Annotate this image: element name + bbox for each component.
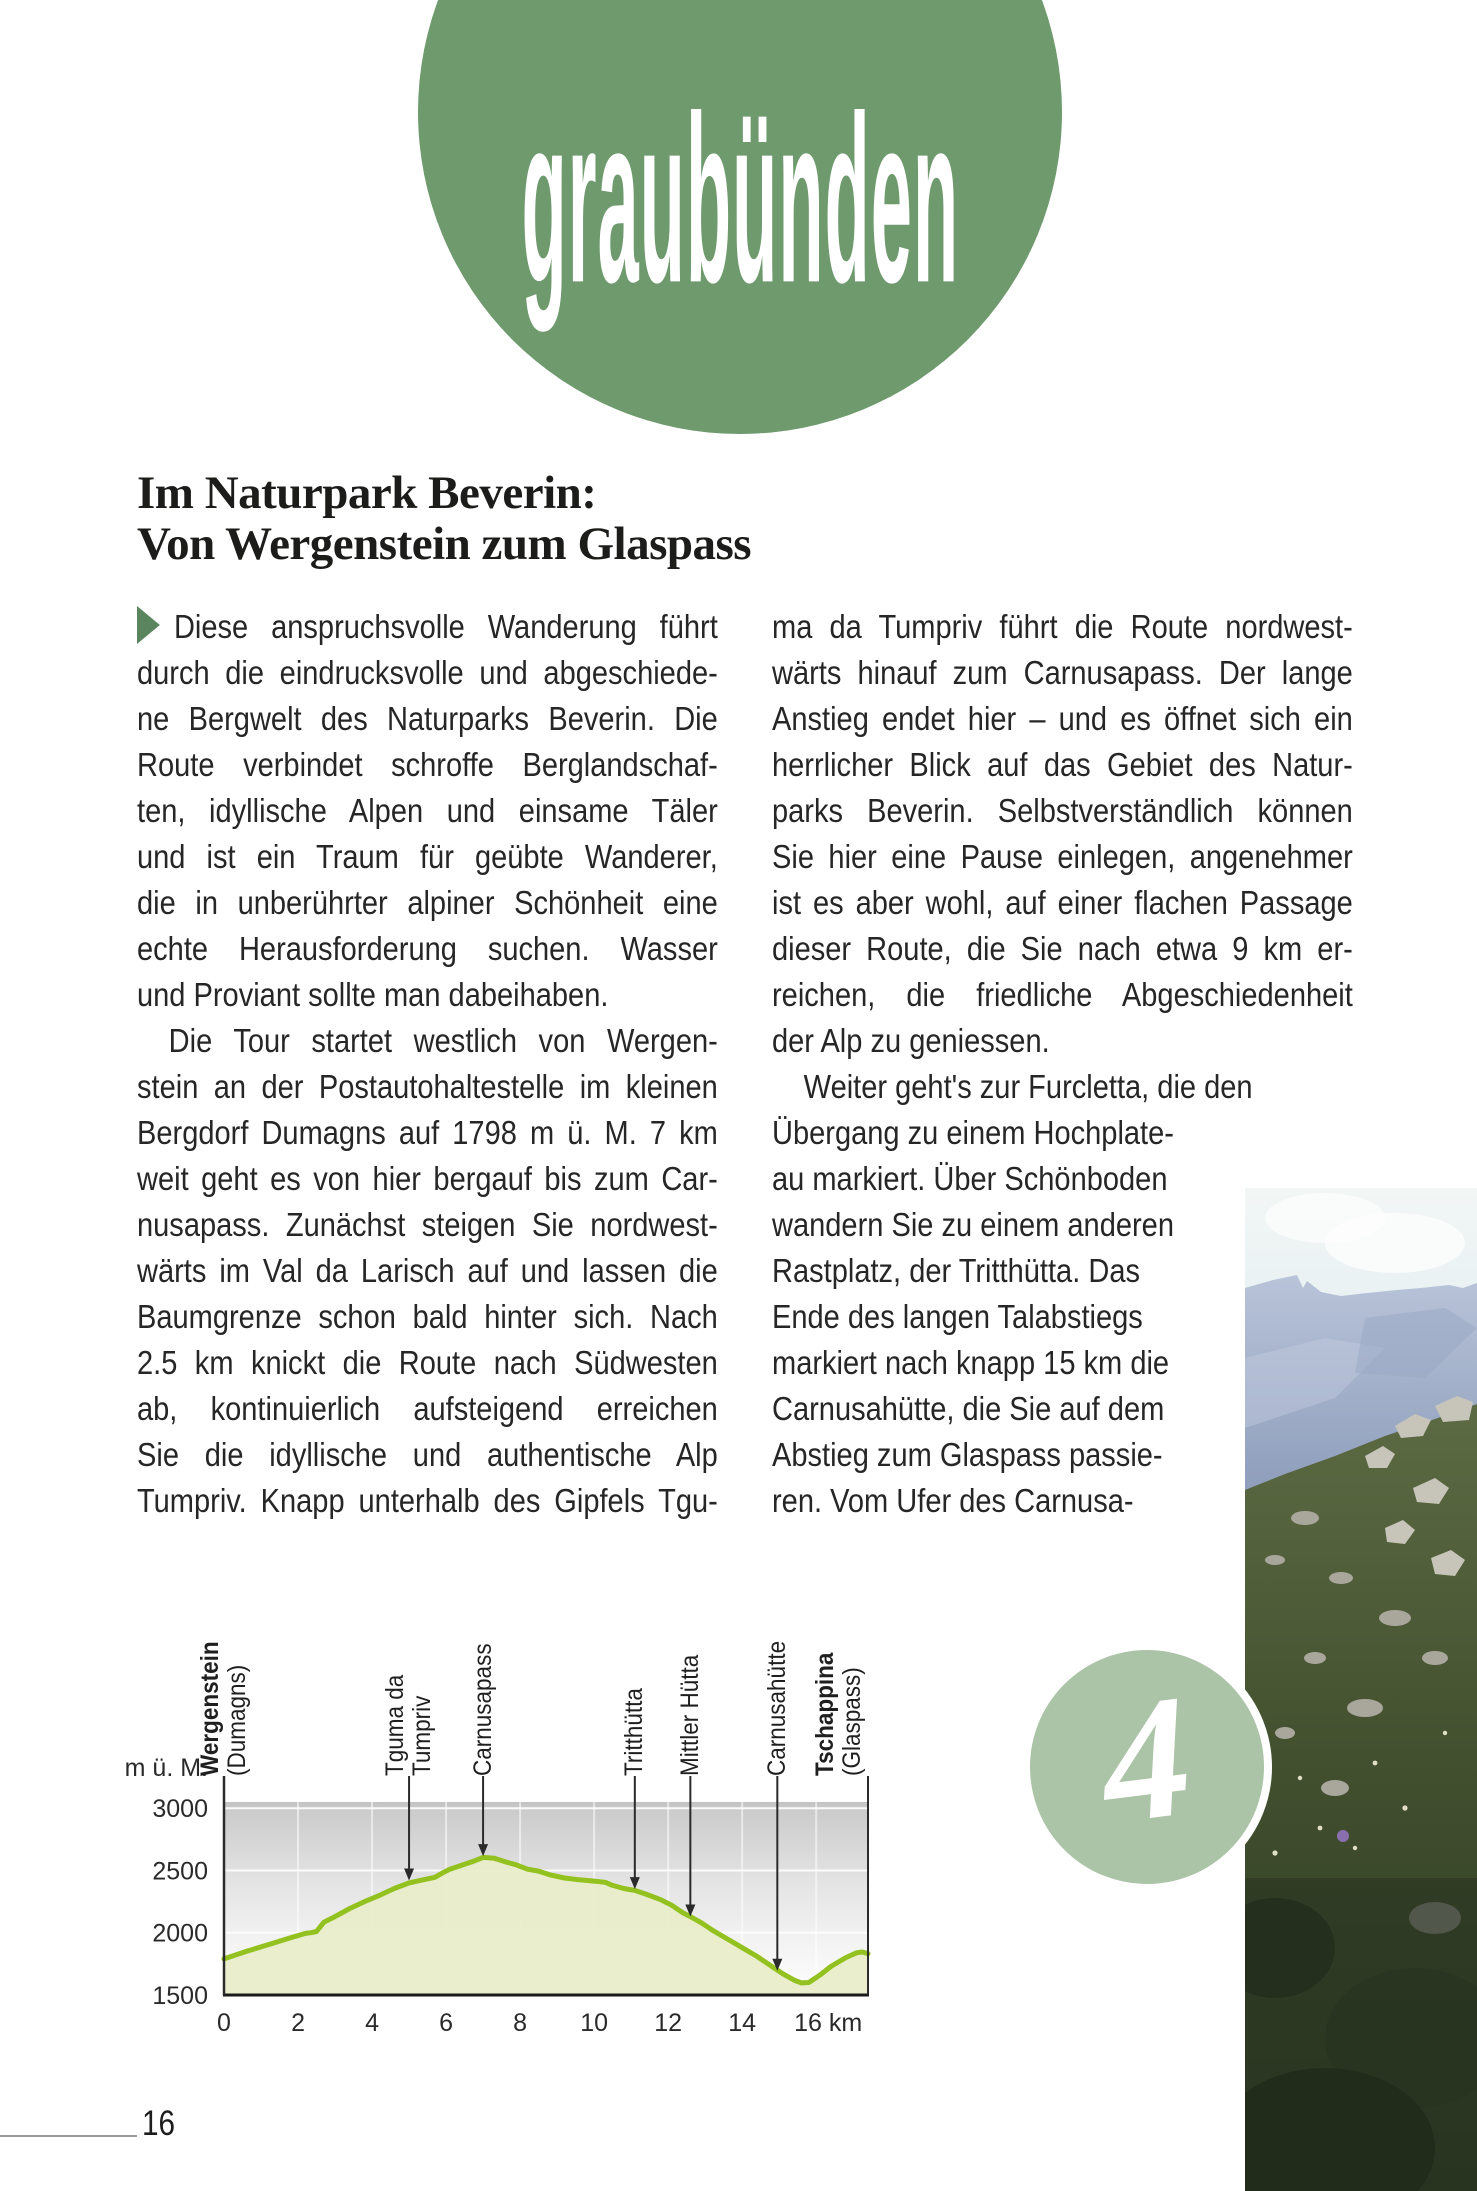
text-line: der Alp zu geniessen. bbox=[772, 1022, 1050, 1059]
y-tick-label: 2000 bbox=[152, 1919, 208, 1948]
text-line: ren. Vom Ufer des Carnusa- bbox=[772, 1482, 1134, 1519]
text-line: Rastplatz, der Tritthütta. Das bbox=[772, 1252, 1140, 1289]
text-line: Route verbindet schroffe Berglandschaf- bbox=[137, 746, 718, 783]
text-line: 2.5 km knickt die Route nach Südwesten bbox=[137, 1344, 718, 1381]
brand-logo-text: graubünden bbox=[521, 64, 959, 333]
text-line: ist es aber wohl, auf einer flachen Passage bbox=[772, 884, 1353, 921]
text-line: Ende des langen Talabstiegs bbox=[772, 1298, 1143, 1335]
elevation-chart bbox=[95, 1635, 955, 2035]
text-line: reichen, die friedliche Abgeschiedenheit bbox=[772, 976, 1353, 1013]
page-title bbox=[137, 468, 751, 570]
route-number-badge bbox=[1022, 1642, 1272, 1892]
station-label: Tschappina (Glaspass) bbox=[811, 1652, 866, 1776]
text-line: stein an der Postautohaltestelle im kleinen bbox=[137, 1068, 718, 1105]
mountain-photo bbox=[1245, 1188, 1477, 2191]
text-line: dieser Route, die Sie nach etwa 9 km er- bbox=[772, 930, 1353, 967]
text-line: Carnusahütte, die Sie auf dem bbox=[772, 1390, 1165, 1427]
text-line: Diese anspruchsvolle Wanderung führt bbox=[137, 604, 718, 650]
text-line: au markiert. Über Schönboden bbox=[772, 1160, 1168, 1197]
text-line: durch die eindrucksvolle und abgeschiede- bbox=[137, 654, 718, 691]
y-tick-label: 2500 bbox=[152, 1857, 208, 1886]
text-line: Bergdorf Dumagns auf 1798 m ü. M. 7 km bbox=[137, 1114, 718, 1151]
station-label: Tguma da Tumpriv bbox=[381, 1674, 437, 1776]
text-line: echte Herausforderung suchen. Wasser bbox=[137, 930, 718, 967]
text-line: wärts im Val da Larisch auf und lassen die bbox=[137, 1252, 718, 1289]
x-tick-label: 8 bbox=[513, 2009, 528, 2035]
text-line: herrlicher Blick auf das Gebiet des Natur- bbox=[772, 746, 1353, 783]
station-label: Tritthütta bbox=[620, 1688, 649, 1776]
text-line: nusapass. Zunächst steigen Sie nordwest- bbox=[137, 1206, 718, 1243]
text-line: ma da Tumpriv führt die Route nordwest- bbox=[772, 608, 1353, 645]
badge-number: 4 bbox=[1090, 1656, 1202, 1861]
text-line: die in unberührter alpiner Schönheit eine bbox=[137, 884, 718, 921]
text-line: und Proviant sollte man dabeihaben. bbox=[137, 976, 609, 1013]
y-axis-unit-label: m ü. M. bbox=[124, 1754, 208, 1782]
left-column bbox=[137, 604, 718, 1524]
text-line: Baumgrenze schon bald hinter sich. Nach bbox=[137, 1298, 718, 1335]
y-tick-label: 1500 bbox=[152, 1982, 208, 2010]
y-tick-label: 3000 bbox=[152, 1795, 208, 1824]
station-label: Carnusapass bbox=[468, 1643, 497, 1776]
x-tick-label: 10 bbox=[580, 2009, 609, 2035]
text-line: wärts hinauf zum Carnusapass. Der lange bbox=[772, 654, 1353, 691]
station-label: Wergenstein (Dumagns) bbox=[196, 1641, 251, 1776]
station-label: Carnusahütte bbox=[762, 1640, 791, 1776]
text-line: Tumpriv. Knapp unterhalb des Gipfels Tgu- bbox=[137, 1482, 718, 1519]
paragraph-arrow-icon bbox=[137, 606, 160, 644]
text-line: Die Tour startet westlich von Wergen- bbox=[168, 1022, 718, 1059]
text-line: parks Beverin. Selbstverständlich können bbox=[772, 792, 1353, 829]
text-line: ten, idyllische Alpen und einsame Täler bbox=[137, 792, 718, 829]
station-label: Mittler Hütta bbox=[675, 1654, 704, 1776]
title-line-2: Von Wergenstein zum Glaspass bbox=[137, 518, 752, 570]
text-line: Sie die idyllische und authentische Alp bbox=[137, 1436, 718, 1473]
footer-rule bbox=[0, 2135, 137, 2137]
text-line: Anstieg endet hier – und es öffnet sich ein bbox=[772, 700, 1353, 737]
x-tick-label: 2 bbox=[291, 2009, 305, 2035]
mountain-photo-art bbox=[1245, 1188, 1477, 2191]
text-line: ab, kontinuierlich aufsteigend erreichen bbox=[137, 1390, 718, 1427]
text-line: markiert nach knapp 15 km die bbox=[772, 1344, 1170, 1381]
title-line-1: Im Naturpark Beverin: bbox=[137, 467, 597, 519]
text-line: Übergang zu einem Hochplate- bbox=[772, 1114, 1174, 1151]
text-line: Sie hier eine Pause einlegen, angenehmer bbox=[772, 838, 1353, 875]
brand-circle bbox=[418, 0, 1062, 434]
x-tick-label: 0 bbox=[217, 2009, 231, 2035]
text-line: Abstieg zum Glaspass passie- bbox=[772, 1436, 1163, 1473]
text-line: weit geht es von hier bergauf bis zum Car- bbox=[137, 1160, 718, 1197]
x-tick-label: 16 km bbox=[794, 2009, 863, 2035]
x-tick-label: 12 bbox=[654, 2009, 683, 2035]
x-tick-label: 4 bbox=[365, 2009, 379, 2035]
page-number: 16 bbox=[142, 2104, 176, 2143]
text-line: Weiter geht's zur Furcletta, die den bbox=[803, 1068, 1253, 1105]
x-tick-label: 14 bbox=[728, 2009, 757, 2035]
text-line: und ist ein Traum für geübte Wanderer, bbox=[137, 838, 718, 875]
text-line: wandern Sie zu einem anderen bbox=[772, 1206, 1174, 1243]
text-line: ne Bergwelt des Naturparks Beverin. Die bbox=[137, 700, 718, 737]
x-tick-label: 6 bbox=[439, 2009, 454, 2035]
